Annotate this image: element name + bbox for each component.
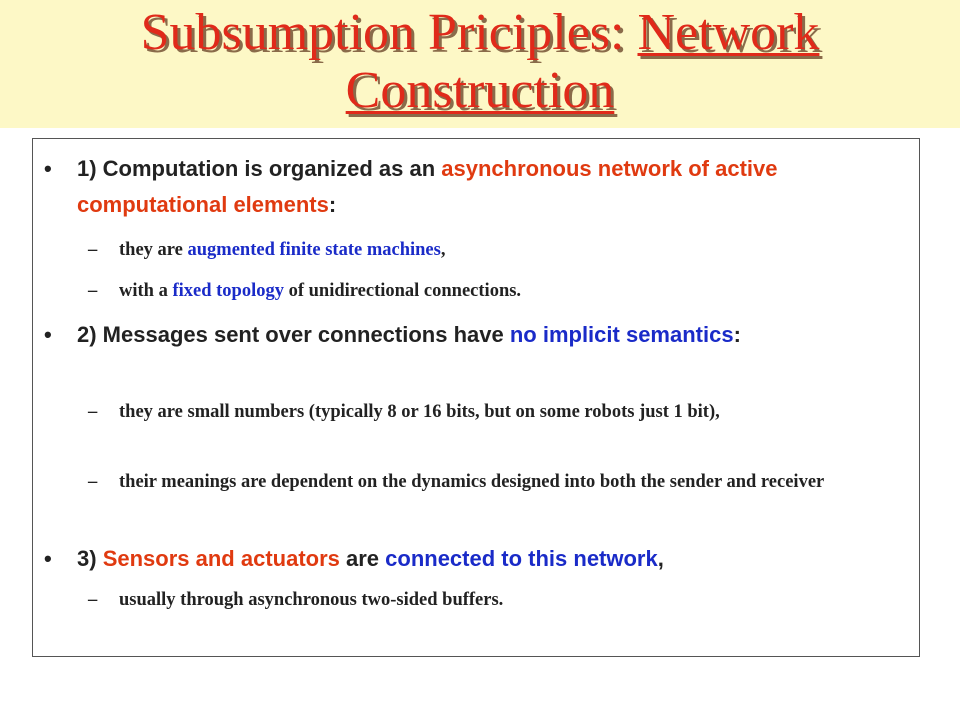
bullet-marker: • <box>44 322 52 347</box>
bullet-1-text-a: 1) Computation is organized as an <box>77 156 442 181</box>
slide-title <box>0 0 960 120</box>
subbullet-marker: – <box>88 590 98 610</box>
bullet-marker: • <box>44 156 52 181</box>
subbullet-1a-text <box>119 235 908 265</box>
subbullet-2b <box>88 467 908 497</box>
subbullet-3a <box>88 585 908 615</box>
bullet-3-text-a: 3) <box>77 546 103 571</box>
bullet-2-highlight: no implicit semantics <box>509 322 734 347</box>
subbullet-1a-highlight: augmented finite state machines <box>187 240 441 260</box>
subbullet-1b-text-a: with a <box>119 281 173 301</box>
bullet-1-text-b: : <box>328 192 337 217</box>
bullet-3-highlight-red: Sensors and actuators <box>102 546 340 571</box>
bullet-3-text-c: , <box>657 546 664 571</box>
bullet-3-text <box>77 541 894 577</box>
bullet-1 <box>44 151 894 223</box>
bullet-2-text-b: : <box>733 322 741 347</box>
subbullet-1a <box>88 235 908 265</box>
subbullet-3a-text: usually through asynchronous two-sided buffers. <box>119 590 504 610</box>
subbullet-2b-text: their meanings are dependent on the dynamics designed into both the sender and receiver <box>119 472 825 492</box>
bullet-marker: • <box>44 546 52 571</box>
bullet-2 <box>44 317 894 353</box>
bullet-1-highlight: asynchronous network of active computational elements <box>77 156 778 217</box>
bullet-3 <box>44 541 894 577</box>
subbullet-1b-text <box>119 276 908 306</box>
subbullet-1b <box>88 276 908 306</box>
bullet-3-text-b: are <box>339 546 386 571</box>
subbullet-1b-text-b: of unidirectional connections. <box>283 281 522 301</box>
title-text-1: Subsumption Priciples: <box>140 4 638 61</box>
subbullet-marker: – <box>88 281 98 301</box>
subbullet-1a-text-a: they are <box>119 240 188 260</box>
subbullet-marker: – <box>88 402 98 422</box>
subbullet-marker: – <box>88 240 98 260</box>
subbullet-1b-highlight: fixed topology <box>172 281 284 301</box>
subbullet-2a <box>88 397 908 427</box>
subbullet-1a-text-b: , <box>440 240 446 260</box>
subbullet-2a-text: they are small numbers (typically 8 or 16 bits, but on some robots just 1 bit), <box>119 402 720 422</box>
bullet-3-highlight-blue: connected to this network <box>385 546 658 571</box>
title-text-2: Network <box>637 4 820 61</box>
bullet-1-text <box>77 151 894 223</box>
title-text-3: Construction <box>345 62 615 119</box>
bullet-2-text-a: 2) Messages sent over connections have <box>77 322 510 347</box>
subbullet-marker: – <box>88 472 98 492</box>
bullet-2-text <box>77 317 894 353</box>
